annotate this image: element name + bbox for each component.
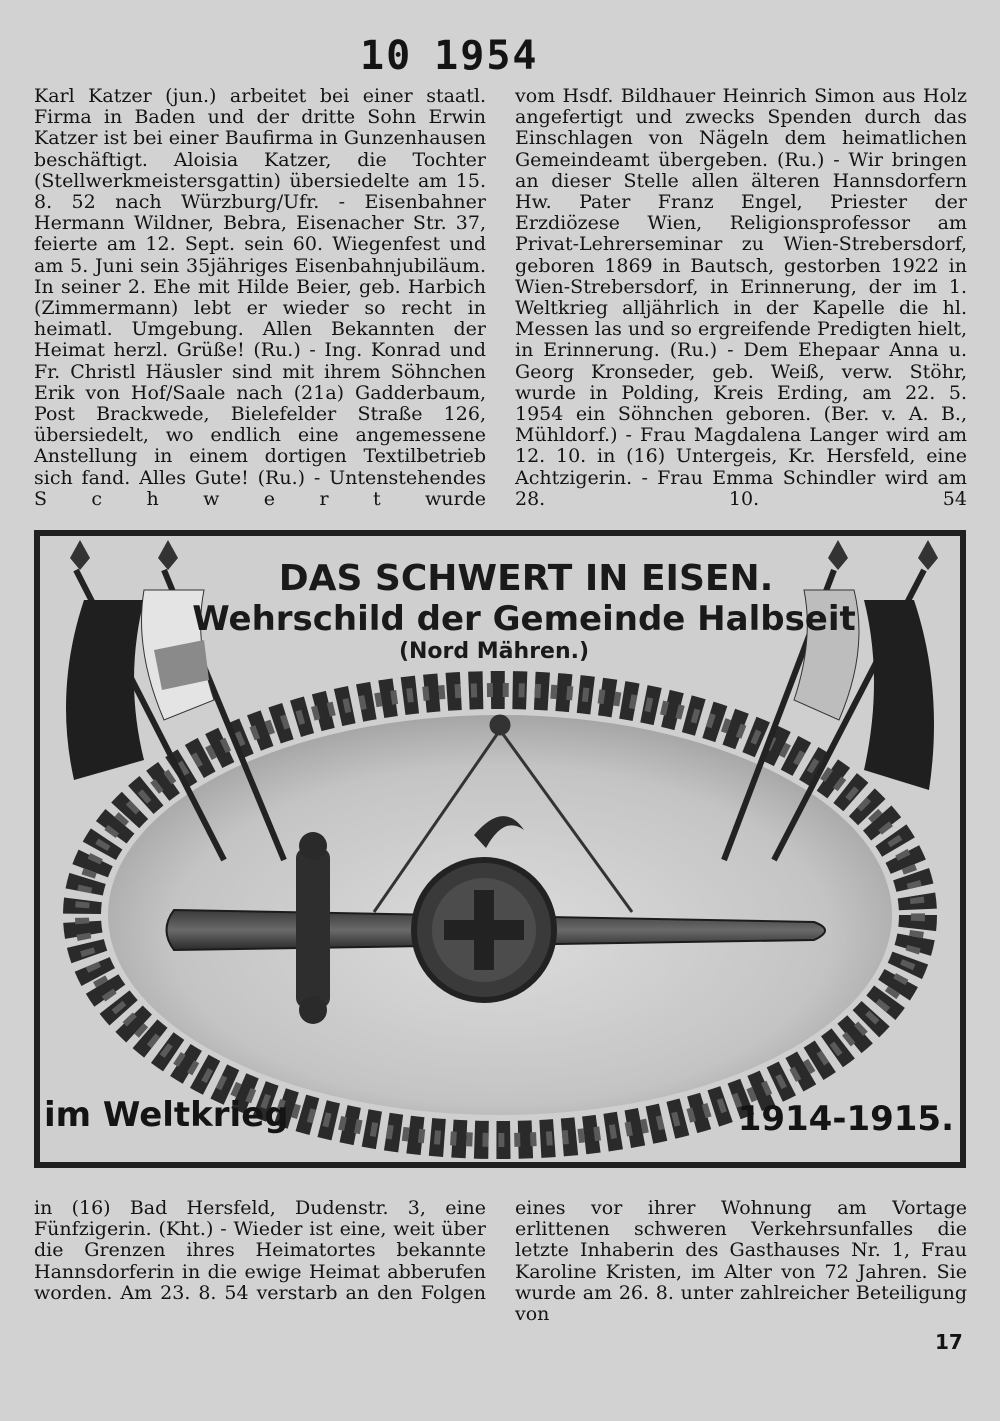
- paragraph: eines vor ihrer Wohnung am Vortage erlittenen schweren Verkehrsunfalles die letzte Inhaberin des Gasthauses Nr. 1, Frau Karoline Kristen, im Alter von 72 Jahren. Sie wurde am 26. 8. unter zahlreicher Beteiligung von: [515, 1197, 967, 1326]
- figure-caption-left: im Weltkrieg: [44, 1095, 289, 1135]
- figure-title-line3: (Nord Mähren.): [398, 639, 590, 664]
- issue-number: 10: [360, 33, 413, 79]
- figure-caption-right: 1914-1915.: [737, 1099, 954, 1139]
- column-top-right: [515, 86, 967, 510]
- figure-title-line2: Wehrschild der Gemeinde Halbseit: [192, 599, 856, 639]
- column-bottom-right: [515, 1198, 967, 1325]
- figure-title-line1: DAS SCHWERT IN EISEN.: [278, 558, 774, 599]
- sword-illustration: [34, 530, 966, 1168]
- sword-photograph: [34, 530, 966, 1168]
- column-top-left: [34, 86, 486, 510]
- page-header: [360, 28, 620, 84]
- column-bottom-left: [34, 1198, 486, 1304]
- paragraph: Karl Katzer (jun.) arbeitet bei einer staatl. Firma in Baden und der dritte Sohn Erwin Katzer ist bei einer Baufirma in Gunzenhausen beschäftigt. Aloisia Katzer, die Tochter (Stellwerkmeistersgattin) übersiedelte am 15. 8. 52 nach Würzburg/Ufr. - Eisenbahner Hermann Wildner, Bebra, Eisenacher Str. 37, feierte am 12. Sept. sein 60. Wiegenfest und am 5. Juni sein 35jähriges Eisenbahnjubiläum. In seiner 2. Ehe mit Hilde Beier, geb. Harbich (Zimmermann) lebt er wieder so recht in heimatl. Umgebung. Allen Bekannten der Heimat herzl. Grüße! (Ru.) - Ing. Konrad und Fr. Christl Häusler sind mit ihrem Söhnchen Erik von Hof/Saale nach (21a) Gadderbaum, Post Brackwede, Bielefelder Straße 126, übersiedelt, wo endlich eine angemessene Anstellung in einem dortigen Textilbetrieb sich fand. Alles Gute! (Ru.) - Untenstehendes S c h w e r t wurde: [34, 85, 486, 510]
- issue-year: 1954: [434, 33, 539, 79]
- page-number: 17: [935, 1330, 963, 1354]
- paragraph: vom Hsdf. Bildhauer Heinrich Simon aus Holz angefertigt und zwecks Spenden durch das Einschlagen von Nägeln dem heimatlichen Gemeindeamt übergeben. (Ru.) - Wir bringen an dieser Stelle allen älteren Hannsdorfern Hw. Pater Franz Engel, Priester der Erzdiözese Wien, Religionsprofessor am Privat-Lehrerseminar zu Wien-Strebersdorf, geboren 1869 in Bautsch, gestorben 1922 in Wien-Strebersdorf, in Erinnerung, der im 1. Weltkrieg alljährlich in der Kapelle die hl. Messen las und so ergreifende Predigten hielt, in Erinnerung. (Ru.) - Dem Ehepaar Anna u. Georg Kronseder, geb. Weiß, verw. Stöhr, wurde in Polding, Kreis Erding, am 22. 5. 1954 ein Söhnchen geboren. (Ber. v. A. B., Mühldorf.) - Frau Magdalena Langer wird am 12. 10. in (16) Untergeis, Kr. Hersfeld, eine Achtzigerin. - Frau Emma Schindler wird am 28. 10. 54: [515, 85, 967, 510]
- paragraph: in (16) Bad Hersfeld, Dudenstr. 3, eine Fünfzigerin. (Kht.) - Wieder ist eine, weit über die Grenzen ihres Heimatortes bekannte Hannsdorferin in die ewige Heimat abberufen worden. Am 23. 8. 54 verstarb an den Folgen: [34, 1197, 486, 1304]
